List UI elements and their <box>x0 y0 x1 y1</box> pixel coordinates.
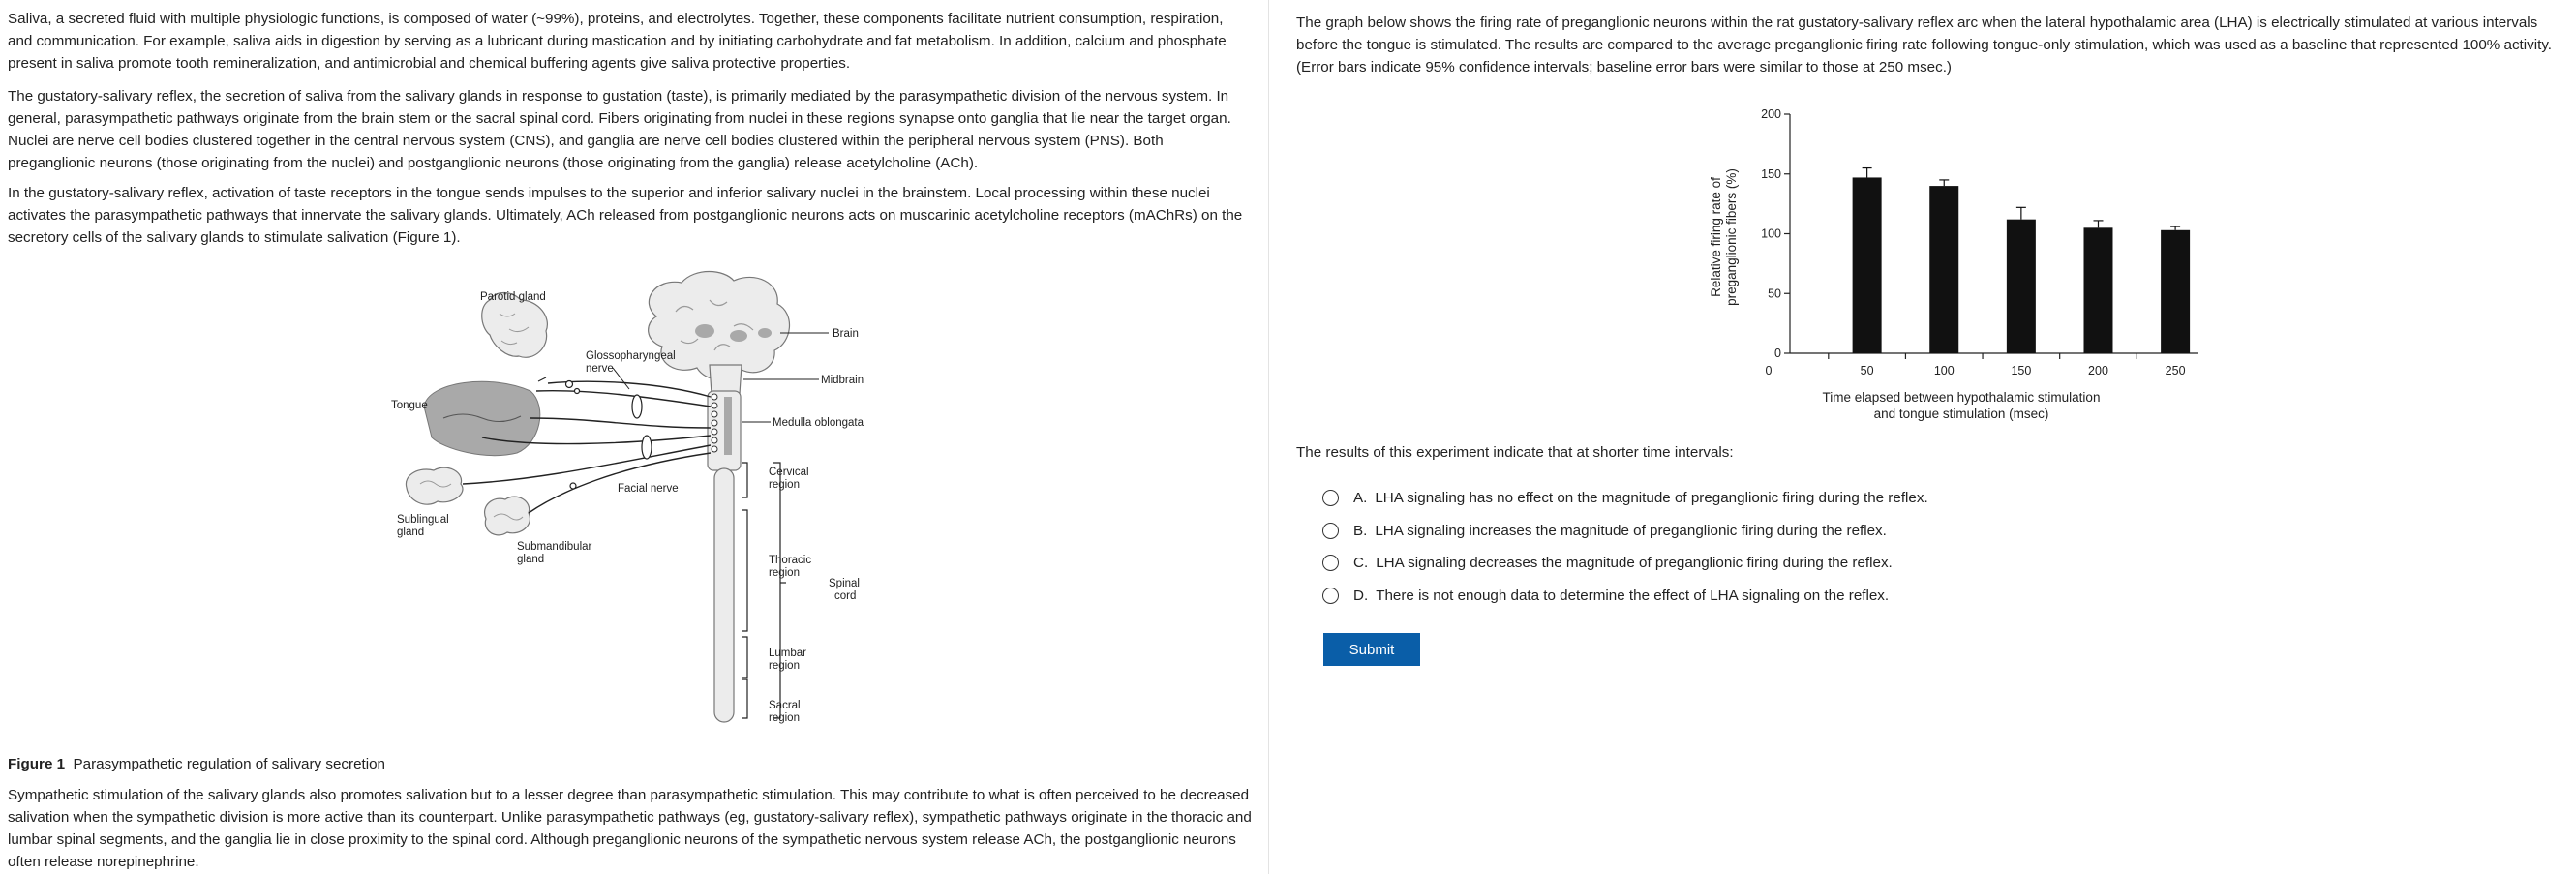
chart-bar <box>2161 230 2190 353</box>
question-stem: The results of this experiment indicate that at shorter time intervals: <box>1296 444 1734 461</box>
question-intro: The graph below shows the firing rate of preganglionic neurons within the rat gustatory-salivary reflex arc when the lateral hypothalamic area (LHA) is electrically stimulated at various intervals before the tongue is stimulated. The results are compared to the average preganglionic firing rate following tongue-only stimulation, which was used as a baseline that represented 100% activity. (Error bars indicate 95% confidence intervals; baseline error bars were similar to those at 250 msec.) <box>1296 15 2553 75</box>
thoracic-region-label: Thoracic <box>769 555 812 566</box>
thoracic-region-label-2: region <box>769 567 800 579</box>
choice-a-text: LHA signaling has no effect on the magnitude of preganglionic firing during the reflex. <box>1375 489 1928 506</box>
radio-button-c[interactable] <box>1322 555 1339 571</box>
figure-1-caption-text: Parasympathetic regulation of salivary secretion <box>73 756 385 772</box>
medulla-oblongata-label: Medulla oblongata <box>773 417 864 429</box>
passage-paragraph-2: The gustatory-salivary reflex, the secretion of saliva from the salivary glands in response to gustation (taste), is primarily mediated by the parasympathetic division of the nervous system. In general, parasympathetic pathways originate from the brain stem or the sacral spinal cord. Fibers originating from nuclei in these regions synapse onto ganglia that lie near the target organ. Nuclei are nerve cell bodies clustered together in the central nervous system (CNS), and ganglia are nerve cell bodies clustered within the peripheral nervous system (PNS). Both preganglionic neurons (those originating from the nuclei) and postganglionic neurons (those originating from the ganglia) release acetylcholine (ACh). <box>8 88 1231 171</box>
chart-xlabel-line1: Time elapsed between hypothalamic stimulation <box>1822 390 2101 405</box>
chart-xlabel-line2: and tongue stimulation (msec) <box>1873 407 2049 421</box>
spinal-cord-bracket <box>773 463 780 718</box>
midbrain-shape <box>710 365 742 394</box>
chart-bar <box>2007 220 2036 353</box>
chart-y-tick-label: 50 <box>1768 286 1781 301</box>
passage-paragraph-1: Saliva, a secreted fluid with multiple physiologic functions, is composed of water (~99%), proteins, and electrolytes. Together, these components facilitate nutrient consumption, respiration, and communication. For example, saliva aids in digestion by serving as a lubricant during mastication and by initiating carbohydrate and fat metabolism. In addition, calcium and phosphate present in saliva promote tooth remineralization, and antimicrobial and chemical buffering agents give saliva protective properties. <box>8 11 1227 72</box>
passage-panel <box>0 0 1268 874</box>
figure-1-diagram <box>385 273 889 738</box>
choice-d-text: There is not enough data to determine the effect of LHA signaling on the reflex. <box>1376 587 1890 604</box>
sacral-region-label: Sacral <box>769 700 801 711</box>
lumbar-region-label-2: region <box>769 660 800 672</box>
chart-x-tick-label: 50 <box>1860 364 1874 377</box>
choice-a-letter: A. <box>1353 489 1368 506</box>
choice-c-letter: C. <box>1353 554 1369 571</box>
lumbar-region-label: Lumbar <box>769 648 806 659</box>
answer-choice-c[interactable] <box>1322 551 1893 574</box>
answer-choice-a[interactable] <box>1322 486 1928 509</box>
chart-ylabel-line2: preganglionic fibers (%) <box>1724 168 1739 306</box>
chart-x-tick-label: 150 <box>2011 364 2032 377</box>
chart-x-tick-label: 0 <box>1765 364 1773 377</box>
sacral-region-label-2: region <box>769 712 800 724</box>
chart-y-tick-label: 100 <box>1761 226 1781 241</box>
tongue-label: Tongue <box>391 400 428 411</box>
cervical-region-label-2: region <box>769 479 800 491</box>
choice-d-letter: D. <box>1353 587 1369 604</box>
radio-button-b[interactable] <box>1322 523 1339 539</box>
figure-1-caption-label: Figure 1 <box>8 756 66 772</box>
chart-x-tick-label: 200 <box>2088 364 2108 377</box>
chart-y-tick-label: 0 <box>1774 347 1781 360</box>
facial-nerve-label: Facial nerve <box>618 483 679 495</box>
submit-button[interactable]: Submit <box>1323 633 1420 666</box>
passage-paragraph-4: Sympathetic stimulation of the salivary glands also promotes salivation but to a lesser degree than parasympathetic stimulation. This may contribute to what is often perceived to be decreased salivation when the sympathetic division is more active than its counterpart. Unlike parasympathetic pathways (eg, gustatory-salivary reflex), sympathetic pathways originate in the thoracic and lumbar spinal segments, and the ganglia lie in close proximity to the spinal cord. Although preganglionic neurons of the sympathetic nervous system release ACh, the postganglionic neurons often release norepinephrine. <box>8 787 1252 870</box>
submandibular-gland-label: Submandibular <box>517 541 592 553</box>
choice-b-letter: B. <box>1353 522 1368 539</box>
glossopharyngeal-nerve-label-2: nerve <box>586 363 614 375</box>
chart-y-tick-label: 150 <box>1761 166 1781 181</box>
spinal-cord-label-2: cord <box>834 590 857 602</box>
sublingual-gland-label: Sublingual <box>397 514 449 526</box>
radio-button-d[interactable] <box>1322 588 1339 604</box>
parotid-gland-label: Parotid gland <box>480 291 546 303</box>
brain-label: Brain <box>833 328 859 340</box>
sublingual-gland-label-2: gland <box>397 527 425 538</box>
chart-bar <box>2083 227 2112 353</box>
cervical-region-label: Cervical <box>769 467 809 478</box>
spinal-cord-label: Spinal <box>829 578 860 589</box>
firing-rate-bar-chart <box>1685 97 2227 426</box>
answer-choice-b[interactable] <box>1322 519 1887 542</box>
radio-button-a[interactable] <box>1322 490 1339 506</box>
submandibular-gland-label-2: gland <box>517 554 545 565</box>
passage-paragraph-3: In the gustatory-salivary reflex, activation of taste receptors in the tongue sends impulses to the superior and inferior salivary nuclei in the brainstem. Local processing within these nuclei activates the parasympathetic pathways that innervate the salivary glands. Ultimately, ACh released from postganglionic neurons acts on muscarinic acetylcholine receptors (mAChRs) on the secretory cells of the salivary glands to stimulate salivation (Figure 1). <box>8 185 1243 246</box>
sublingual-gland-shape <box>406 467 463 504</box>
chart-x-tick-label: 100 <box>1933 364 1955 377</box>
chart-x-tick-label: 250 <box>2165 364 2186 377</box>
choice-b-text: LHA signaling increases the magnitude of preganglionic firing during the reflex. <box>1375 522 1887 539</box>
figure-1-caption <box>8 753 1252 775</box>
brain-shape <box>649 272 790 380</box>
answer-choice-d[interactable] <box>1322 584 1889 607</box>
spinal-cord-shape <box>714 468 734 722</box>
chart-y-tick-label: 200 <box>1761 107 1781 121</box>
question-panel <box>1269 0 2576 874</box>
midbrain-label: Midbrain <box>821 375 864 386</box>
chart-bar <box>1929 186 1958 353</box>
chart-ylabel-line1: Relative firing rate of <box>1709 177 1723 297</box>
glossopharyngeal-nerve-label: Glossopharyngeal <box>586 350 676 362</box>
choice-c-text: LHA signaling decreases the magnitude of preganglionic firing during the reflex. <box>1376 554 1893 571</box>
chart-bar <box>1853 177 1882 353</box>
